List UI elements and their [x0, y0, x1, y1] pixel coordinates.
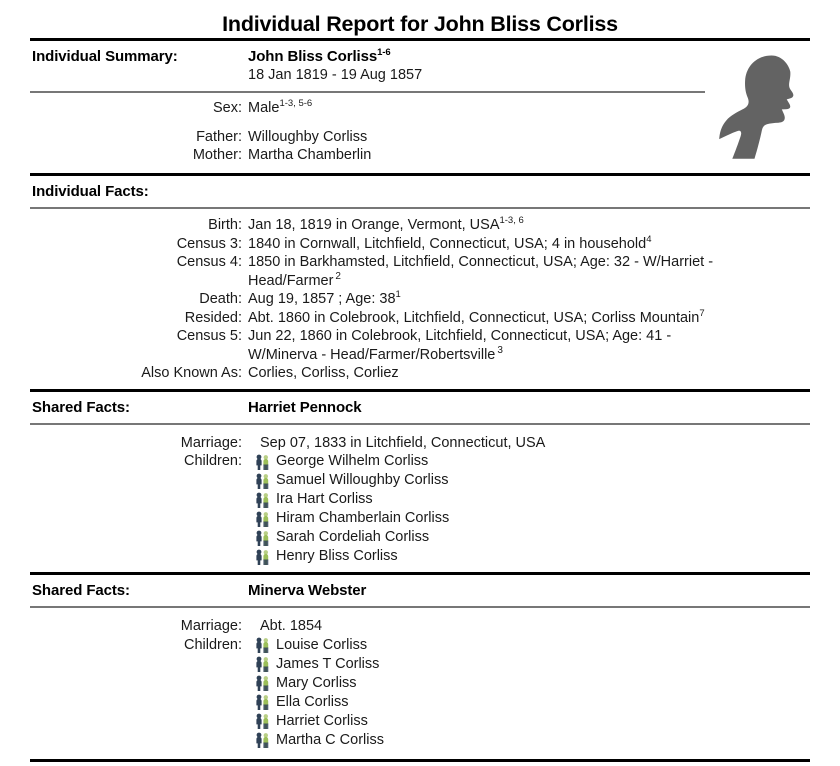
individual-facts-body [30, 209, 810, 383]
shared-facts-label-1: Shared Facts: [32, 398, 130, 416]
census-5-continuation-text: W/Minerva - Head/Farmer/Robertsville [248, 346, 496, 363]
list-item[interactable] [254, 490, 810, 509]
spouse-name-1[interactable]: Harriet Pennock [248, 398, 362, 416]
couple-icon [254, 713, 271, 729]
census-5-value-text: Jun 22, 1860 in Colebrook, Litchfield, Connecticut, USA; Age: 41 - [248, 328, 672, 344]
child-name: Martha C Corliss [276, 731, 384, 748]
fact-row-resided [30, 309, 810, 328]
child-name: Sarah Cordeliah Corliss [276, 529, 430, 545]
list-item[interactable] [254, 731, 810, 750]
list-item[interactable] [254, 452, 810, 471]
couple-icon [254, 454, 271, 470]
census-4-value-text: 1850 in Barkhamsted, Litchfield, Connecticut, USA; Age: 32 - W/Harriet - [248, 254, 714, 270]
marriage-row-1 [30, 434, 810, 453]
fact-row-birth [30, 216, 810, 235]
father-value[interactable]: Willoughby Corliss [248, 128, 368, 145]
birth-value [248, 216, 810, 235]
summary-lifespan-row [30, 66, 705, 85]
individual-name [248, 47, 705, 66]
child-name: James T Corliss [276, 655, 380, 672]
summary-row-sex [30, 99, 705, 118]
sex-value [248, 99, 705, 118]
census-4-source-sup: 2 [335, 270, 341, 282]
couple-icon [254, 549, 271, 565]
child-name: Henry Bliss Corliss [276, 548, 398, 564]
resided-value [248, 309, 810, 328]
child-name: Samuel Willoughby Corliss [276, 472, 449, 488]
resided-label: Resided: [184, 309, 242, 326]
marriage-row-2 [30, 617, 810, 636]
couple-icon [254, 473, 271, 489]
list-item[interactable] [254, 693, 810, 712]
resided-source-sup: 7 [699, 307, 705, 319]
silhouette-head-path [719, 56, 793, 159]
marriage-value-1: Sep 07, 1833 in Litchfield, Connecticut, USA [260, 434, 546, 451]
couple-icon [254, 694, 271, 710]
list-item[interactable] [254, 655, 810, 674]
couple-icon [254, 530, 271, 546]
census-4-label: Census 4: [176, 254, 242, 270]
census-5-label: Census 5: [176, 328, 242, 344]
death-value-text: Aug 19, 1857 ; Age: 38 [248, 291, 396, 307]
census-5-source-sup: 3 [497, 344, 503, 356]
individual-facts-label: Individual Facts: [32, 183, 149, 200]
list-item[interactable] [254, 509, 810, 528]
mother-value[interactable]: Martha Chamberlin [248, 147, 372, 163]
couple-icon [254, 492, 271, 508]
couple-icon [254, 675, 271, 691]
individual-lifespan: 18 Jan 1819 - 19 Aug 1857 [248, 67, 423, 83]
couple-icon [254, 732, 271, 748]
child-name: Harriet Corliss [276, 712, 368, 729]
sex-value-text: Male [248, 100, 280, 116]
summary-row-mother [30, 146, 705, 165]
shared-facts-header-1 [30, 398, 810, 417]
individual-name-text: John Bliss Corliss [248, 48, 378, 65]
children-label-1: Children: [183, 453, 242, 469]
death-value [248, 290, 810, 309]
individual-facts-header [30, 182, 810, 201]
also-known-as-value: Corlies, Corliss, Corliez [248, 365, 399, 381]
resided-value-text: Abt. 1860 in Colebrook, Litchfield, Connecticut, USA; Corliss Mountain [248, 309, 700, 326]
mother-label: Mother: [192, 147, 242, 163]
couple-icon [254, 637, 271, 653]
census-4-value [248, 253, 810, 290]
fact-row-also-known-as [30, 364, 810, 383]
child-name: George Wilhelm Corliss [276, 453, 429, 469]
sex-source-sup: 1-3, 5-6 [279, 98, 313, 110]
child-name: Ella Corliss [276, 693, 349, 710]
census-3-label: Census 3: [176, 235, 242, 252]
marriage-label-2: Marriage: [180, 618, 242, 634]
shared-facts-header-2 [30, 581, 810, 600]
death-label: Death: [199, 291, 242, 307]
children-list-2 [248, 636, 810, 750]
list-item[interactable] [254, 636, 810, 655]
father-label: Father: [196, 128, 242, 145]
list-item[interactable] [254, 674, 810, 693]
page-title: Individual Report for John Bliss Corliss [222, 12, 618, 36]
census-3-value [248, 235, 810, 254]
children-row-2 [30, 636, 810, 750]
birth-source-sup: 1-3, 6 [499, 215, 524, 227]
census-4-continuation-text: Head/Farmer [248, 272, 334, 289]
individual-portrait-silhouette [711, 49, 829, 167]
list-item[interactable] [254, 471, 810, 490]
sex-label: Sex: [212, 100, 242, 116]
list-item[interactable] [254, 528, 810, 547]
couple-icon [254, 511, 271, 527]
death-source-sup: 1 [395, 289, 401, 301]
child-name: Louise Corliss [276, 636, 368, 653]
census-3-value-text: 1840 in Cornwall, Litchfield, Connecticut, USA; 4 in household [248, 235, 647, 252]
individual-summary-label: Individual Summary: [32, 48, 178, 65]
child-name: Mary Corliss [276, 674, 357, 691]
birth-value-text: Jan 18, 1819 in Orange, Vermont, USA [248, 217, 500, 233]
child-name: Ira Hart Corliss [276, 491, 373, 507]
shared-facts-label-2: Shared Facts: [32, 582, 130, 599]
child-name: Hiram Chamberlain Corliss [276, 510, 450, 526]
summary-header-row [30, 47, 705, 66]
fact-row-death [30, 290, 810, 309]
fact-row-census-5 [30, 327, 810, 364]
spouse-name-2[interactable]: Minerva Webster [248, 582, 367, 599]
children-label-2: Children: [183, 636, 242, 653]
divider-bottom [30, 759, 810, 762]
list-item[interactable] [254, 712, 810, 731]
marriage-value-2: Abt. 1854 [260, 618, 323, 634]
also-known-as-label: Also Known As: [141, 365, 242, 381]
census-3-source-sup: 4 [646, 233, 652, 245]
marriage-label-1: Marriage: [180, 434, 242, 451]
birth-label: Birth: [208, 217, 242, 233]
couple-icon [254, 656, 271, 672]
individual-name-source-sup: 1-6 [377, 47, 391, 58]
summary-row-father [30, 128, 705, 147]
children-row-1 [30, 452, 810, 566]
children-list-1 [248, 452, 810, 566]
individual-summary-block [30, 47, 810, 167]
fact-row-census-3 [30, 235, 810, 254]
fact-row-census-4 [30, 253, 810, 290]
census-5-value [248, 327, 810, 364]
list-item[interactable] [254, 547, 810, 566]
